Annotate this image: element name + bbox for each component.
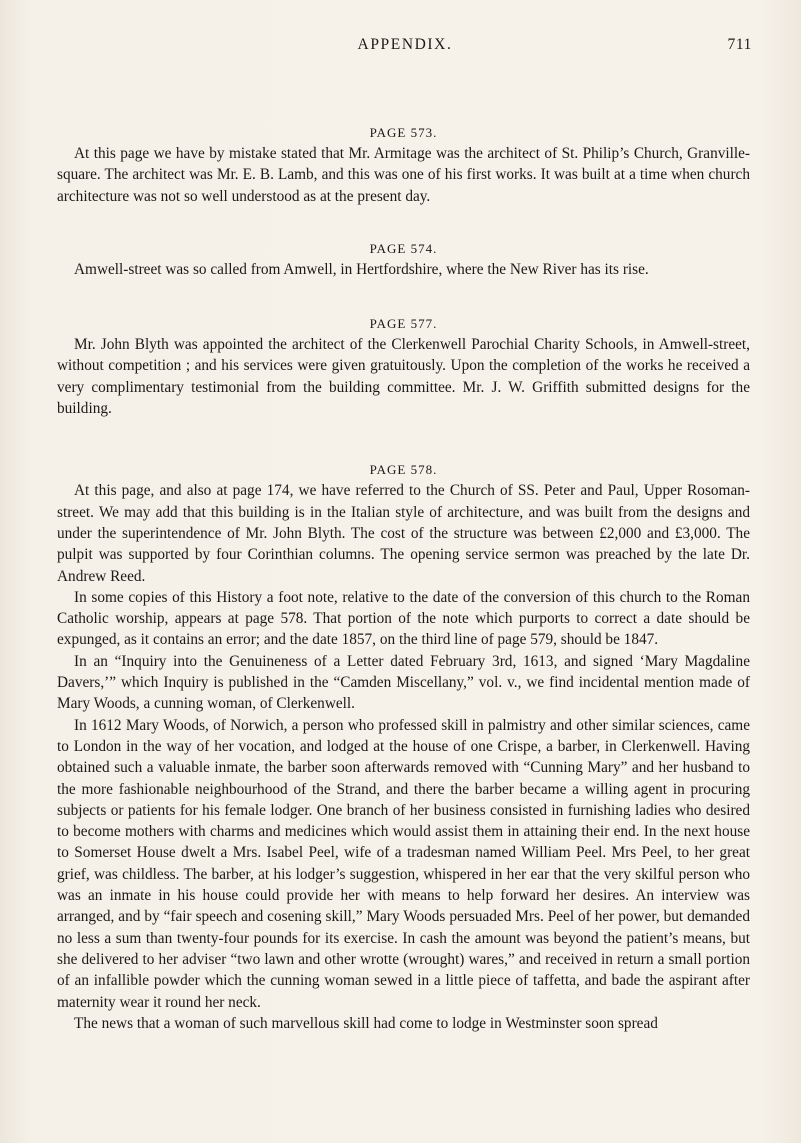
paragraph: Mr. John Blyth was appointed the architect of the Clerkenwell Parochial Charity Schools, in Amwell-street, without competition ; and his services were given gratuitously. Upon the completion of the works he received a very complimentary testimonial from the building committee. Mr. J. W. Griffith submitted designs for the building.: [57, 336, 750, 418]
section-heading: PAGE 578.: [369, 462, 438, 478]
running-head: [60, 36, 750, 58]
page-number: 711: [727, 36, 752, 53]
paragraph: In some copies of this History a foot note, relative to the date of the conversion of this church to the Roman Catholic worship, appears at page 578. That portion of the note which purports to correct a date should be expunged, as it contains an error; and the date 1857, on the third line of page 579, should be 1847.: [57, 588, 750, 649]
paragraph: Amwell-street was so called from Amwell, in Hertfordshire, where the New River has its rise.: [74, 260, 649, 278]
section-heading: PAGE 577.: [369, 316, 438, 332]
paragraph: At this page we have by mistake stated that Mr. Armitage was the architect of St. Philip’s Church, Granville-square. The architect was Mr. E. B. Lamb, and this was one of his first works. It was built at a time when church architecture was not so well understood as at the present day.: [57, 145, 750, 205]
paragraph: In 1612 Mary Woods, of Norwich, a person who professed skill in palmistry and other similar sciences, came to London in the way of her vocation, and lodged at the house of one Crispe, a barber, in Clerkenwell. Having obtained such a valuable inmate, the barber soon afterwards removed with “Cunning Mary” and her husband to the more fashionable neighbourhood of the Strand, and there the barber became a willing agent in procuring subjects or patients for his female lodger. One branch of her business consisted in furnishing ladies who desired to become mothers with charms and medicines which would assist them in attaining their end. In the next house to Somerset House dwelt a Mrs. Isabel Peel, wife of a tradesman named William Peel. Mrs Peel, to her great grief, was childless. The barber, at his lodger’s suggestion, whispered in her ear that the very skilful person who was an inmate in his house could provide her with means to help forward her desires. An interview was arranged, and by “fair speech and cosening skill,” Mary Woods persuaded Mrs. Peel of her power, but demanded no less a sum than twenty-four pounds for its exercise. In cash the amount was beyond the patient’s means, but she delivered to her adviser “two lawn and other wrotte (wrought) wares,” and received in return a small portion of an infallible powder which the cunning woman sewed in a little piece of taffetta, and bade the aspirant after maternity wear it round her neck.: [57, 716, 750, 1011]
body-text: [57, 115, 750, 1034]
running-head-title: APPENDIX.: [357, 36, 453, 53]
section-heading: PAGE 573.: [369, 125, 438, 140]
paragraph: In an “Inquiry into the Genuineness of a Letter dated February 3rd, 1613, and signed ‘Mary Magdaline Davers,’” which Inquiry is published in the “Camden Miscellany,” vol. v., we find incidental mention made of Mary Woods, a cunning woman, of Clerkenwell.: [57, 652, 750, 713]
paragraph: The news that a woman of such marvellous skill had come to lodge in Westminster soon spread: [74, 1014, 658, 1032]
paragraph: At this page, and also at page 174, we have referred to the Church of SS. Peter and Paul, Upper Rosoman-street. We may add that this building is in the Italian style of architecture, and was built from the designs and under the superintendence of Mr. John Blyth. The cost of the structure was between £2,000 and £3,000. The pulpit was supported by four Corinthian columns. The opening service sermon was preached by the late Dr. Andrew Reed.: [57, 482, 750, 585]
section-heading: PAGE 574.: [369, 240, 438, 256]
